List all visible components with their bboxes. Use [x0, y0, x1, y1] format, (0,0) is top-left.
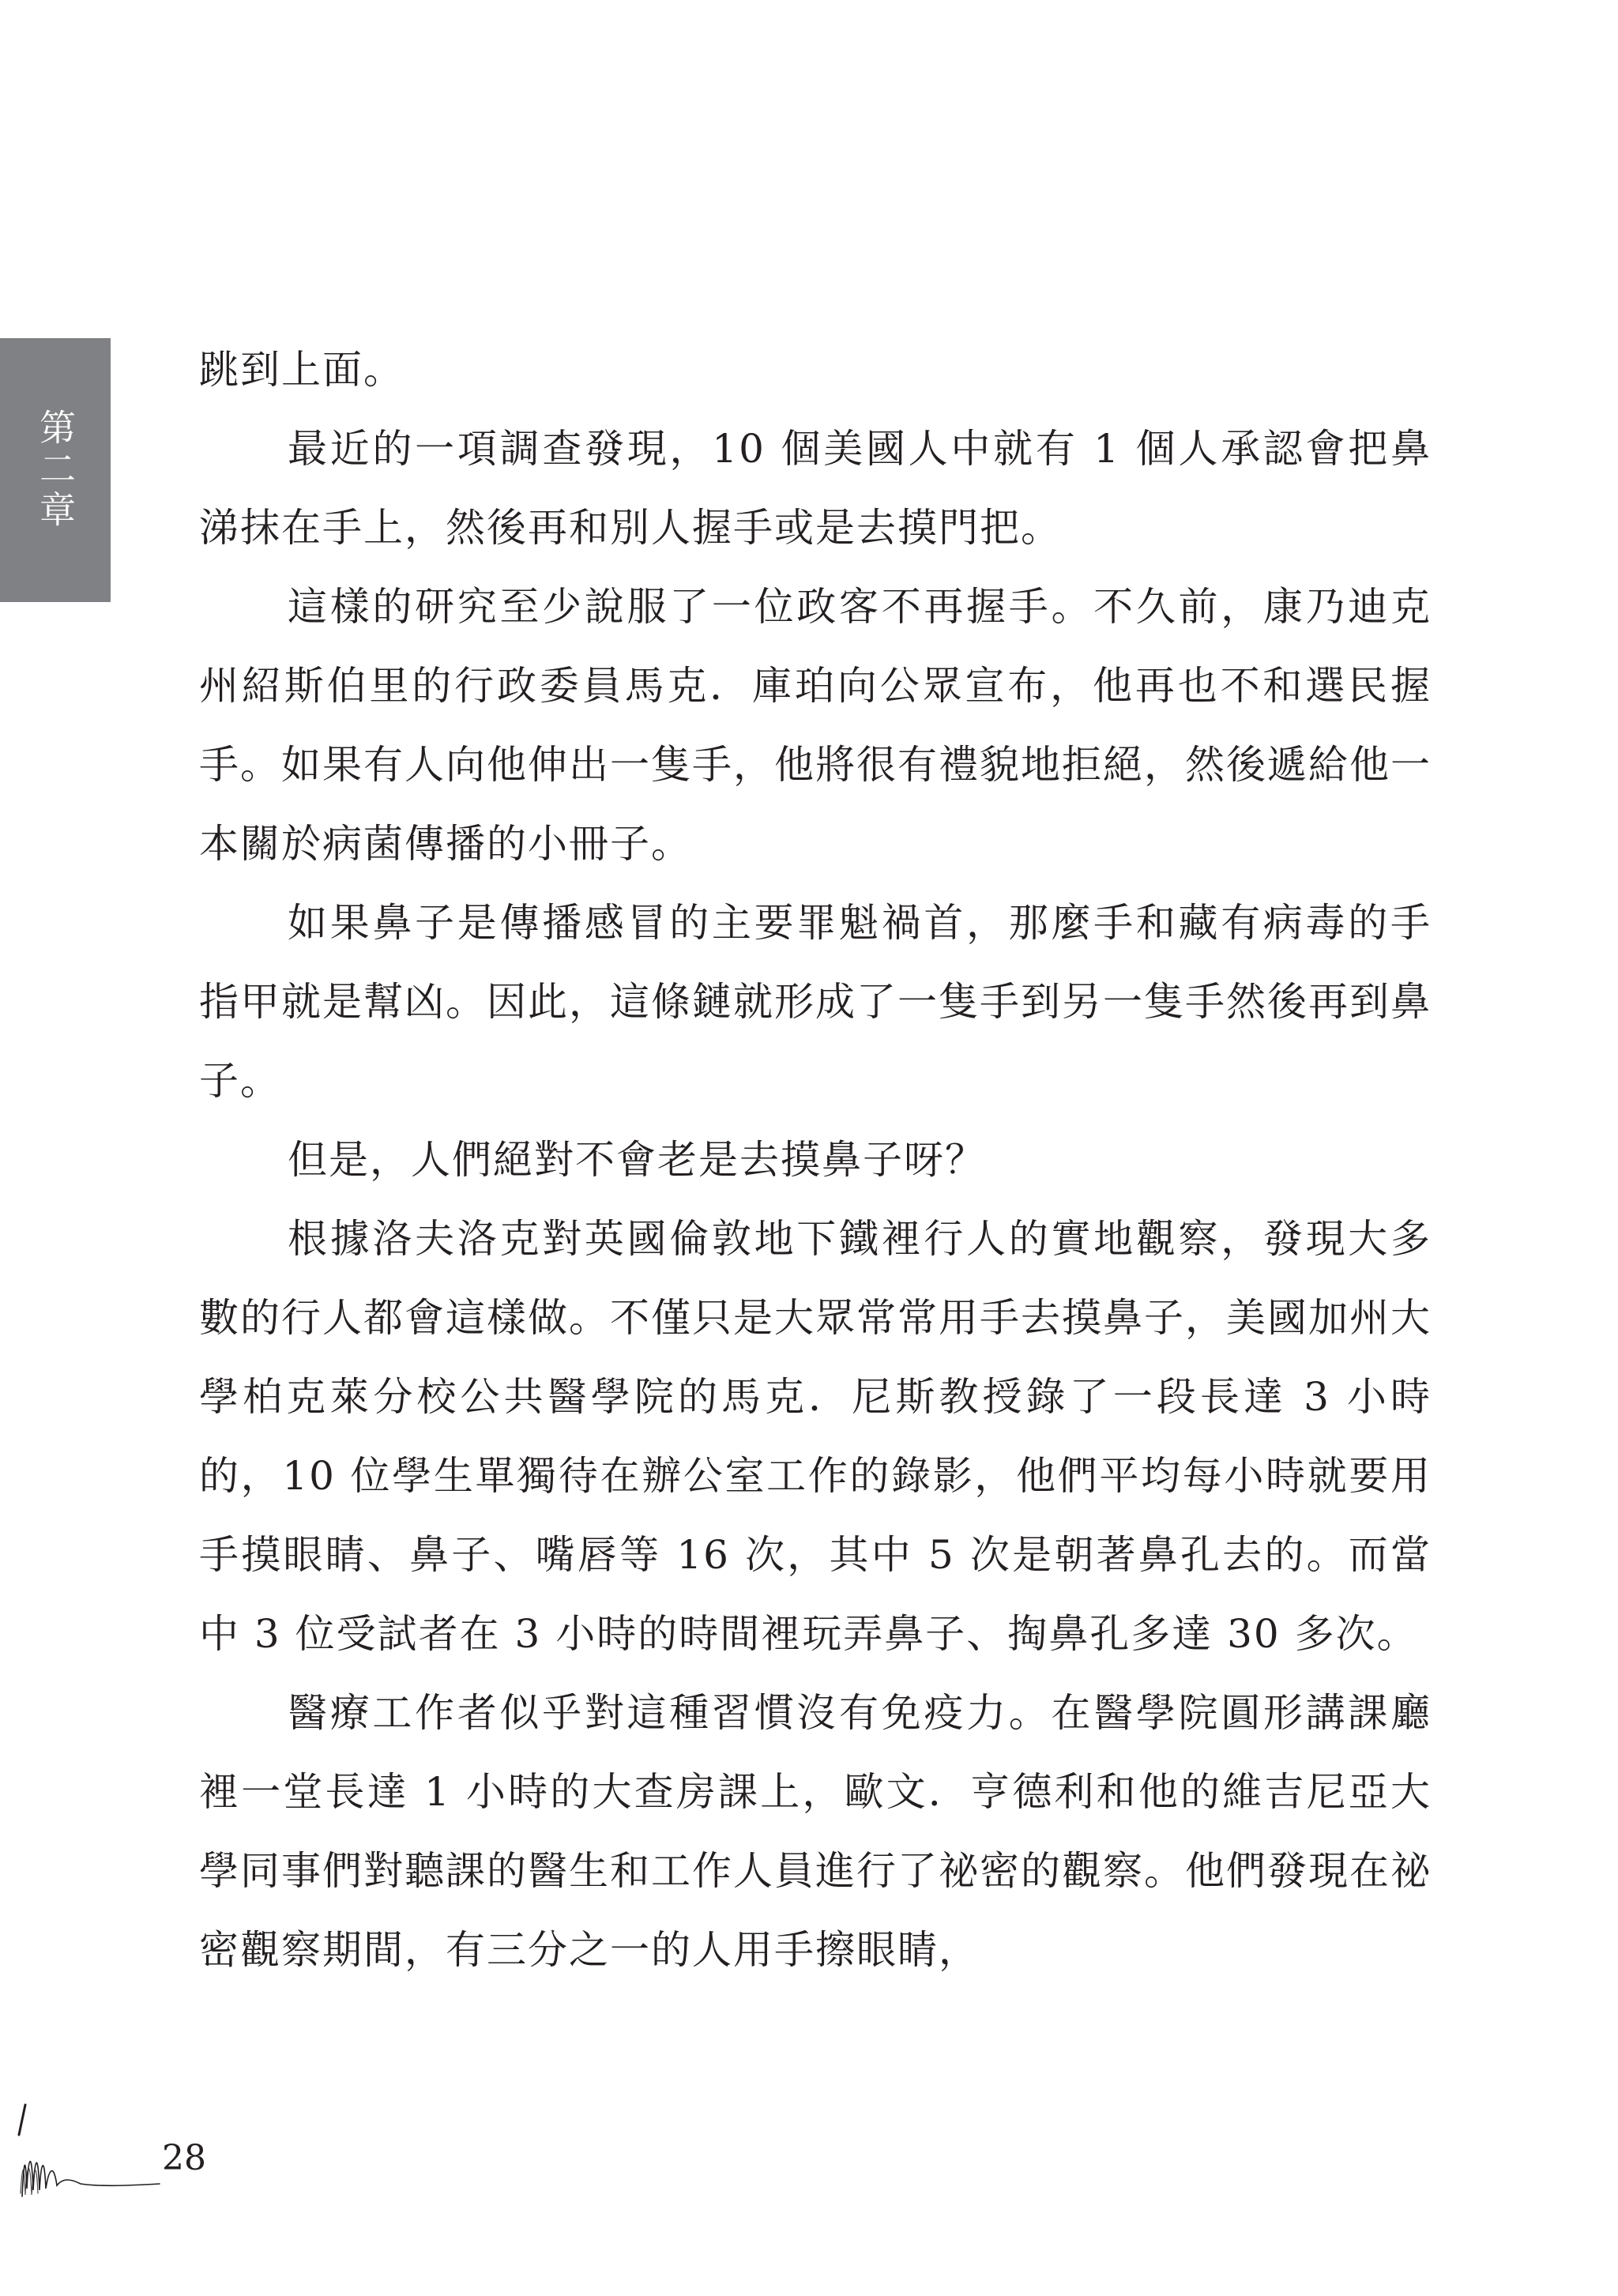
paragraph: 這樣的研究至少說服了一位政客不再握手。不久前，康乃迪克州紹斯伯里的行政委員馬克．庫珀向公眾宣布，他再也不和選民握手。如果有人向他伸出一隻手，他將很有禮貌地拒絕，然後遞給他一本關於病菌傳播的小冊子。: [199, 584, 1432, 867]
paragraph: 根據洛夫洛克對英國倫敦地下鐵裡行人的實地觀察，發現大多數的行人都會這樣做。不僅只是大眾常常用手去摸鼻子，美國加州大學柏克萊分校公共醫學院的馬克．尼斯教授錄了一段長達 3 小時的，10 位學生單獨待在辦公室工作的錄影，他們平均每小時就要用手摸眼睛、鼻子、嘴唇等 16 次，其中 5 次是朝著鼻孔去的。而當中 3 位受試者在 3 小時的時間裡玩弄鼻子、掏鼻孔多達 30 多次。: [199, 1216, 1432, 1657]
chapter-tab: [0, 338, 111, 602]
paragraph: 跳到上面。: [199, 347, 404, 393]
paragraph: 如果鼻子是傳播感冒的主要罪魁禍首，那麼手和藏有病毒的手指甲就是幫凶。因此，這條鏈就形成了一隻手到另一隻手然後再到鼻子。: [199, 900, 1432, 1104]
page-number: 28: [162, 2138, 206, 2178]
decorative-scribble-icon: [14, 2102, 161, 2204]
chapter-tab-label: 第二章: [34, 408, 77, 532]
paragraph: 最近的一項調查發現，10 個美國人中就有 1 個人承認會把鼻涕抹在手上，然後再和別人握手或是去摸門把。: [199, 426, 1432, 551]
paragraph: 但是，人們絕對不會老是去摸鼻子呀？: [288, 1137, 986, 1183]
body-text: [199, 330, 1432, 1989]
paragraph: 醫療工作者似乎對這種習慣沒有免疫力。在醫學院圓形講課廳裡一堂長達 1 小時的大查房課上，歐文．亨德利和他的維吉尼亞大學同事們對聽課的醫生和工作人員進行了祕密的觀察。他們發現在祕密觀察期間，有三分之一的人用手擦眼睛，: [199, 1690, 1432, 1973]
